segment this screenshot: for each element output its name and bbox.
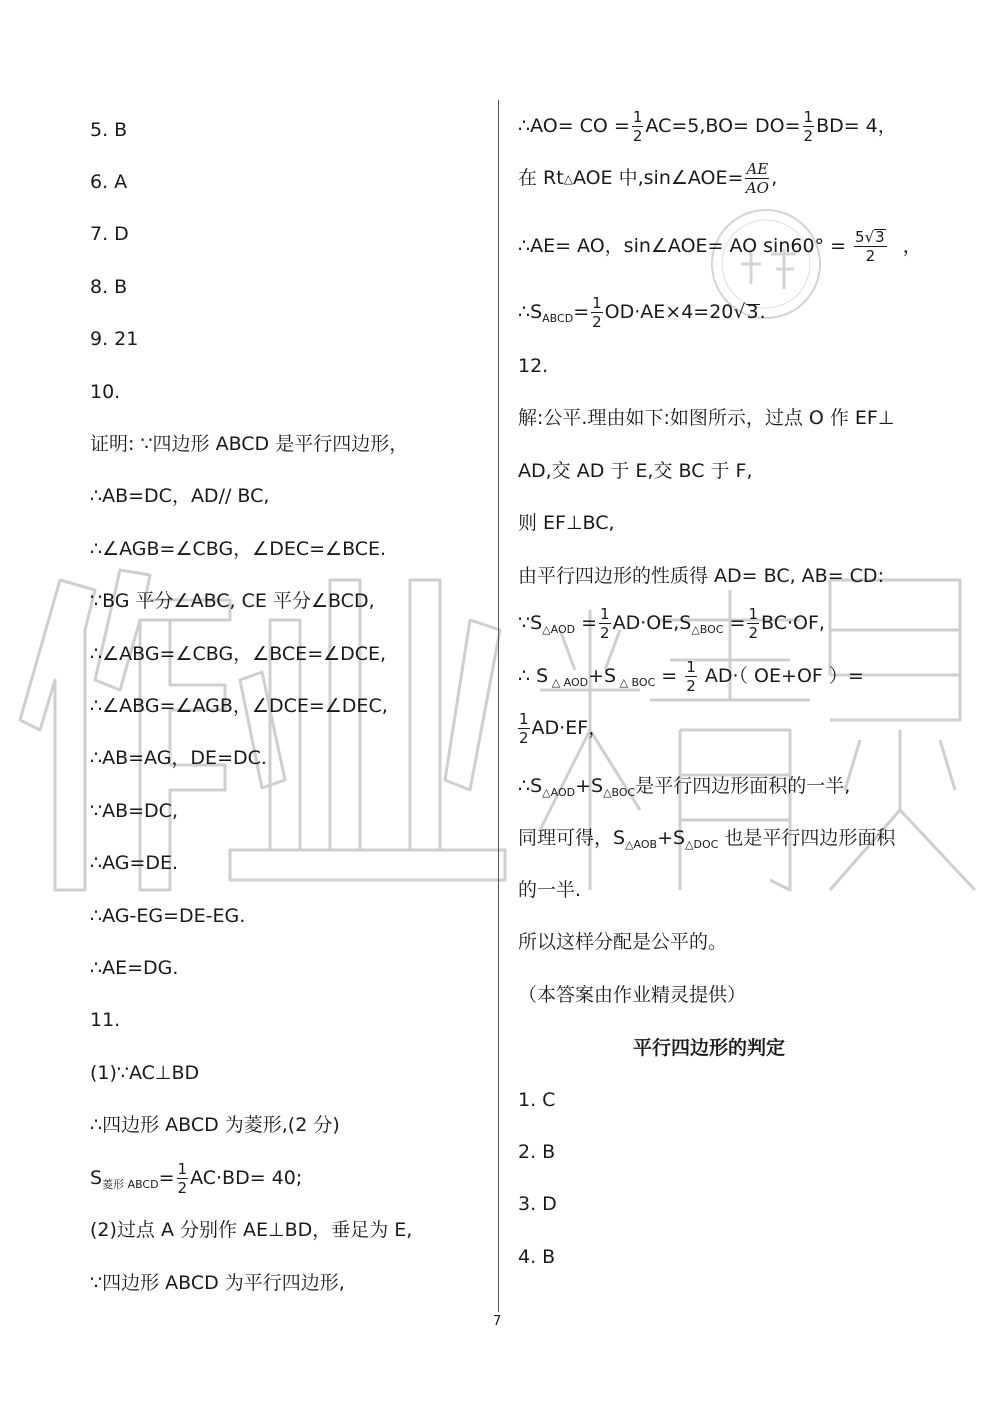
answer-4: 4. B <box>518 1246 556 1268</box>
solution-line: ∴四边形 ABCD 为菱形,(2 分) <box>90 1114 340 1136</box>
solution-line: $\therefore S_{\triangle AOD}+S_{\triangle BOC}$是平行四边形面积的一半, <box>518 775 851 799</box>
proof-line: ∴AB=DC，AD// BC, <box>90 485 270 507</box>
answer-8: 8. B <box>90 276 128 298</box>
rhombus-area-formula: $S_{菱形 ABCD}=$ $\frac{1}{2}$ AC·BD= 40; <box>90 1160 303 1197</box>
solution-line: (1)∵AC⊥BD <box>90 1062 200 1084</box>
solution-line: 由平行四边形的性质得 AD= BC, AB= CD: <box>518 565 884 587</box>
answer-7: 7. D <box>90 223 129 245</box>
solution-line: 解:公平.理由如下:如图所示，过点 O 作 EF⊥ <box>518 407 895 429</box>
proof-line: ∵AB=DC, <box>90 800 178 822</box>
solution-line: (2)过点 A 分别作 AE⊥BD，垂足为 E, <box>90 1219 413 1241</box>
answer-1: 1. C <box>518 1089 556 1111</box>
proof-line: ∴∠ABG=∠AGB，∠DCE=∠DEC, <box>90 695 388 717</box>
answer-6: 6. A <box>90 171 128 193</box>
solution-line: 则 EF⊥BC, <box>518 512 615 534</box>
solution-line-area: $\therefore S_{ABCD}=$ $\frac{1}{2}$ OD·AE×4=20√3. <box>518 294 766 331</box>
solution-line-sum: ∴ S $_{\triangle AOD}$+S $_{\triangle BOC}$ = $\frac{1}{2}$ AD·（ OE+OF ）= <box>518 658 864 695</box>
proof-line: ∴∠AGB=∠CBG，∠DEC=∠BCE. <box>90 538 387 560</box>
solution-line-ae: ∴AE= AO，sin∠AOE= AO sin60° = $\frac{5√3}{2}$ ， <box>518 228 922 265</box>
solution-line: ∵四边形 ABCD 为平行四边形, <box>90 1272 345 1294</box>
solution-line: 的一半. <box>518 879 582 901</box>
solution-line-sin-aoe: 在 Rt△AOE 中,sin∠AOE= $\frac{AE}{AO}$ , <box>518 160 778 197</box>
solution-line-ao-co: ∴AO= CO = $\frac{1}{2}$ AC=5,BO= DO= $\frac{1}{2}$ BD= 4， <box>518 108 897 145</box>
solution-line: AD,交 AD 于 E,交 BC 于 F, <box>518 460 753 482</box>
proof-line: ∴∠ABG=∠CBG，∠BCE=∠DCE, <box>90 643 387 665</box>
column-divider <box>498 100 499 1312</box>
proof-line: ∴AB=AG，DE=DC. <box>90 747 267 769</box>
page-number: 7 <box>493 1314 502 1329</box>
solution-line: 所以这样分配是公平的。 <box>518 931 728 953</box>
solution-line-ad-ef: $\frac{1}{2}$ AD·EF， <box>519 710 608 747</box>
proof-line: ∴AG=DE. <box>90 852 179 874</box>
solution-line: 同理可得，$S_{\triangle AOB}+S_{\triangle DOC}$ 也是平行四边形面积 <box>518 827 896 851</box>
question-12-number: 12. <box>518 355 549 377</box>
answer-9: 9. 21 <box>90 328 139 350</box>
answer-credit: （本答案由作业精灵提供） <box>518 984 747 1006</box>
proof-line: ∴AG-EG=DE-EG. <box>90 905 246 927</box>
proof-line: ∵BG 平分∠ABC, CE 平分∠BCD, <box>90 590 375 612</box>
section-title: 平行四边形的判定 <box>633 1037 786 1059</box>
answer-2: 2. B <box>518 1141 556 1163</box>
answer-3: 3. D <box>518 1193 557 1215</box>
proof-line: 证明: ∵四边形 ABCD 是平行四边形， <box>90 433 409 455</box>
proof-line: ∴AE=DG. <box>90 957 179 979</box>
answer-5: 5. B <box>90 119 128 141</box>
question-10-number: 10. <box>90 381 121 403</box>
question-11-number: 11. <box>90 1009 121 1031</box>
solution-line-s-aod: $\because S_{\triangle AOD}$ = $\frac{1}{2}$ $AD\cdot OE,S_{\triangle BOC}$ = $\frac{1}{2}$ BC·OF, <box>518 605 825 642</box>
